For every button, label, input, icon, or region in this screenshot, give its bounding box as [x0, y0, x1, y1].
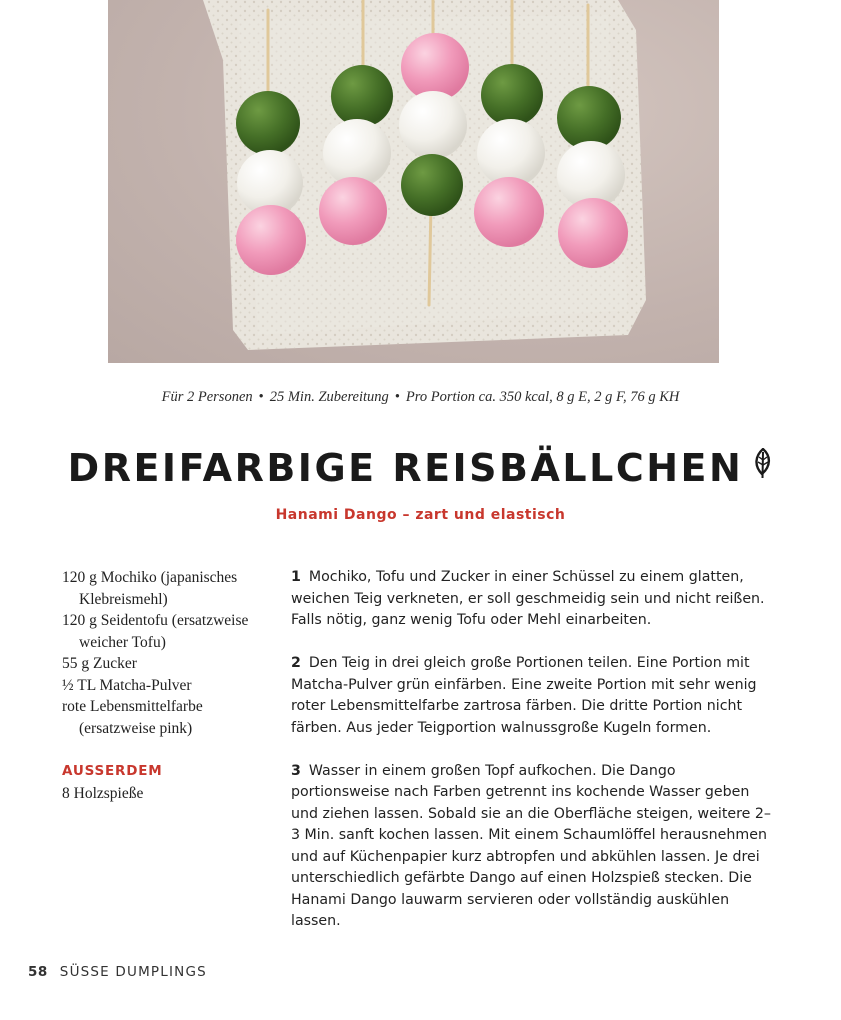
- ingredient-item: 120 g Mochiko (japanisches Klebreismehl): [62, 569, 238, 608]
- step-text: Wasser in einem großen Topf aufkochen. Die Dango portionsweise nach Farben getrennt ins kochende Wasser geben und ziehen lassen. Sobald sie an die Oberfläche steigen, weitere 2–3 Min. sanft kochen lassen. Mit einem Schaumlöffel herausnehmen und auf Küchenpapier kurz abtropfen und abkühlen lassen. Je drei unterschiedlich gefärbte Dango auf einen Holzspieß stecken. Die Hanami Dango lauwarm servieren oder vollständig auskühlen lassen.: [291, 762, 772, 929]
- title-text: DREIFARBIGE REISBÄLLCHEN: [67, 446, 744, 490]
- recipe-meta: [0, 389, 841, 406]
- prep-time: 25 Min. Zubereitung: [269, 389, 389, 405]
- servings: Für 2 Personen: [161, 389, 253, 405]
- step-number: 2: [291, 655, 301, 671]
- ingredient-item: rote Lebensmittelfarbe (ersatzweise pink): [62, 698, 203, 737]
- page-number: 58: [28, 964, 48, 980]
- page-footer: [28, 964, 207, 980]
- dango-skewers-illustration: [108, 0, 719, 363]
- step-text: Mochiko, Tofu und Zucker in einer Schüssel zu einem glatten, weichen Teig verkneten, er soll geschmeidig sein und nicht reißen. Falls nötig, ganz wenig Tofu oder Mehl einarbeiten.: [291, 569, 765, 628]
- step-2: [291, 653, 771, 739]
- extra-heading: AUSSERDEM: [62, 763, 163, 779]
- section-name: SÜSSE DUMPLINGS: [59, 964, 207, 980]
- ingredients-list: [62, 567, 277, 804]
- extra-item: 8 Holzspieße: [62, 784, 144, 802]
- ingredient-item: 120 g Seidentofu (ersatzweise weicher Tofu): [62, 612, 249, 651]
- ingredient-item: 55 g Zucker: [62, 655, 137, 672]
- recipe-title: [0, 446, 841, 493]
- step-3: [291, 761, 771, 933]
- preparation-steps: [291, 567, 771, 954]
- step-number: 3: [291, 762, 301, 779]
- ingredient-item: ½ TL Matcha-Pulver: [62, 676, 192, 694]
- step-1: [291, 567, 771, 632]
- leaf-icon: [753, 445, 773, 489]
- nutrition: Pro Portion ca. 350 kcal, 8 g E, 2 g F, 76 g KH: [405, 389, 680, 405]
- recipe-subtitle: Hanami Dango – zart und elastisch: [275, 507, 566, 523]
- separator: •: [394, 389, 400, 405]
- step-text: Den Teig in drei gleich große Portionen teilen. Eine Portion mit Matcha-Pulver grün einfärben. Eine zweite Portion mit sehr wenig roter Lebensmittelfarbe zartrosa färben. Die dritte Portion nicht färben. Aus jeder Teigportion walnussgroße Kugeln formen.: [291, 655, 757, 736]
- dango-photo: [108, 0, 719, 363]
- step-number: 1: [291, 569, 301, 585]
- separator: •: [258, 389, 264, 405]
